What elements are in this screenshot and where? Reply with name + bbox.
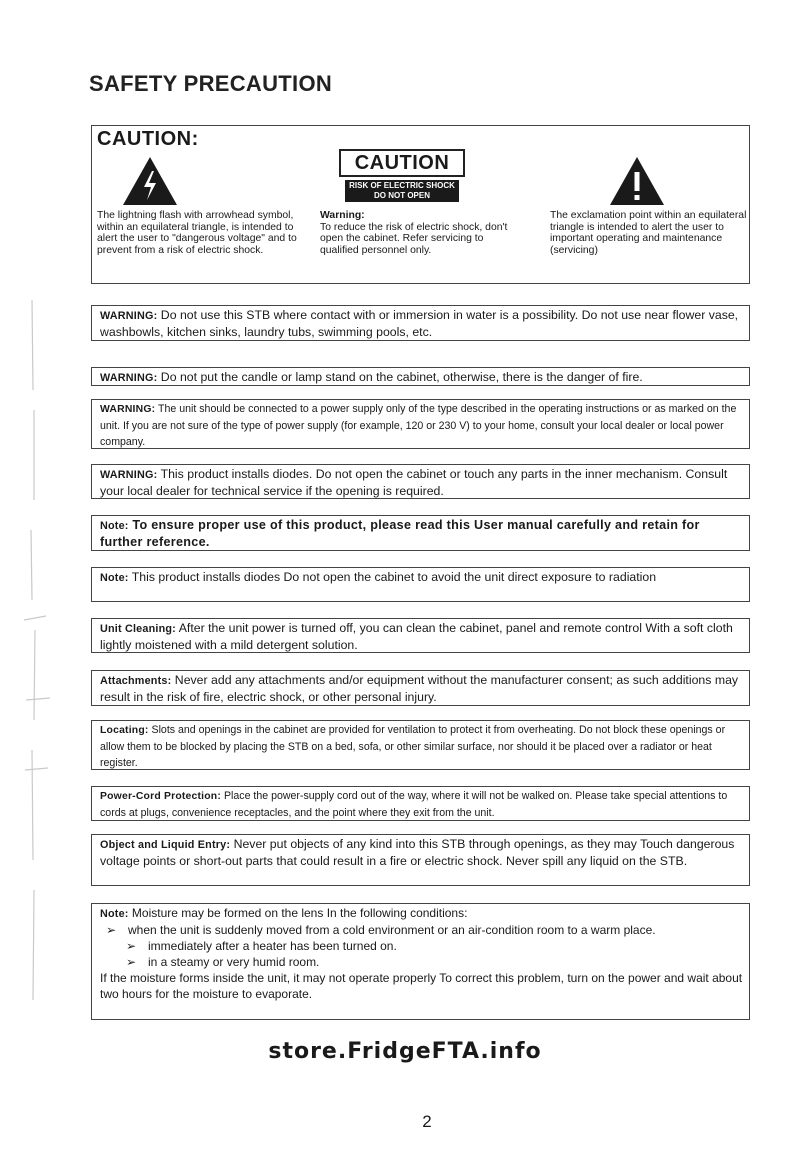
notice-text: Place the power-supply cord out of the way, where it will not be walked on. Please take special attentions to cords at plugs, convenience receptacles, and the point where they exit from the unit. (100, 790, 728, 819)
notice-text: Never add any attachments and/or equipment without the manufacturer consent; as such additions may result in the risk of fire, electric shock, or other personal injury. (100, 673, 739, 704)
notice-fire (91, 367, 750, 386)
warning-description (320, 210, 520, 256)
page-number: 2 (422, 1112, 432, 1131)
arrow-bullet-icon: ➢ (126, 955, 137, 969)
notice-text: Never put objects of any kind into this STB through openings, as they may Touch dangerous voltage points or short-out parts that could result in a fire or electric shock. Never spill any liquid on the STB. (100, 837, 735, 868)
notice-label: Note: (100, 520, 129, 532)
notice-diodes (91, 464, 750, 499)
arrow-bullet-icon: ➢ (106, 923, 117, 937)
notice-text: After the unit power is turned off, you can clean the cabinet, panel and remote control With a soft cloth lightly moistened with a mild detergent solution. (100, 621, 733, 652)
notice-label: WARNING: (100, 404, 156, 415)
caution-label-line1: RISK OF ELECTRIC SHOCK (349, 181, 455, 190)
notice-text: To ensure proper use of this product, please read this User manual carefully and retain for further reference. (100, 518, 700, 549)
moisture-conditions (100, 922, 743, 970)
caution-label-card (339, 149, 465, 205)
warning-text: To reduce the risk of electric shock, don't open the cabinet. Refer servicing to qualified personnel only. (320, 221, 508, 256)
caution-label-line2: DO NOT OPEN (373, 191, 430, 200)
notice-unit-cleaning (91, 618, 750, 653)
notice-text: This product installs diodes Do not open the cabinet to avoid the unit direct exposure to radiation (128, 570, 657, 584)
lightning-warning-icon (122, 156, 178, 206)
notice-text: This product installs diodes. Do not open the cabinet or touch any parts in the inner mechanism. Consult your local dealer for technical service if the opening is required. (100, 467, 728, 498)
notice-label: Note: (100, 908, 129, 920)
moisture-outro: If the moisture forms inside the unit, it may not operate properly To correct this problem, turn on the power and wait about two hours for the moisture to evaporate. (100, 971, 743, 1001)
notice-power-supply (91, 399, 750, 449)
notice-label: WARNING: (100, 469, 158, 481)
scan-artifact (22, 300, 56, 1020)
notice-power-cord (91, 786, 750, 821)
arrow-bullet-icon: ➢ (126, 939, 137, 953)
notice-text: The unit should be connected to a power supply only of the type described in the operating instructions or as marked on the unit. If you are not sure of the type of power supply (for example, 120 or 230 V) to your home, consult your local dealer or local power company. (100, 403, 737, 448)
exclamation-description: The exclamation point within an equilateral triangle is intended to alert the user to important operating and maintenance (servicing) (550, 210, 747, 256)
notice-object-liquid (91, 834, 750, 886)
notice-text: Do not put the candle or lamp stand on the cabinet, otherwise, there is the danger of fire. (157, 370, 643, 384)
note-radiation (91, 567, 750, 602)
note-moisture (91, 903, 750, 1020)
notice-label: Note: (100, 572, 129, 584)
list-item: ➢ when the unit is suddenly moved from a cold environment or an air-condition room to a warm place. (106, 923, 656, 937)
notice-label: WARNING: (100, 372, 158, 384)
notice-label: Attachments: (100, 675, 172, 687)
caution-box (91, 125, 750, 284)
notice-label: Unit Cleaning: (100, 623, 176, 635)
caution-heading: CAUTION: (97, 128, 199, 150)
notice-label: Locating: (100, 725, 149, 736)
exclamation-warning-icon (609, 156, 665, 206)
list-item: ➢ in a steamy or very humid room. (126, 955, 320, 969)
notice-attachments (91, 670, 750, 706)
notice-label: WARNING: (100, 310, 158, 322)
note-user-manual (91, 515, 750, 551)
store-watermark: store.FridgeFTA.info (268, 1039, 542, 1064)
notice-label: Object and Liquid Entry: (100, 839, 231, 851)
warning-label: Warning: (320, 210, 365, 221)
notice-water (91, 305, 750, 341)
caution-label-title: CAUTION (339, 149, 465, 177)
notice-text: Slots and openings in the cabinet are provided for ventilation to protect it from overheating. Do not block these openings or allow them to be blocked by placing the STB on a bed, sofa, or other similar surface, nor should it be placed over a radiator or heat register. (100, 724, 726, 769)
moisture-intro: Moisture may be formed on the lens In the following conditions: (128, 906, 468, 920)
notice-label: Power-Cord Protection: (100, 791, 222, 802)
page-title: SAFETY PRECAUTION (89, 71, 333, 96)
notice-text: Do not use this STB where contact with or immersion in water is a possibility. Do not use near flower vase, washbowls, kitchen sinks, laundry tubs, swimming pools, etc. (100, 308, 739, 339)
list-item: ➢ immediately after a heater has been turned on. (126, 939, 397, 953)
lightning-description: The lightning flash with arrowhead symbol, within an equilateral triangle, is intended to alert the user to "dangerous voltage" and to prevent from a risk of electric shock. (97, 210, 297, 256)
notice-locating (91, 720, 750, 770)
caution-label-subtitle (345, 180, 459, 202)
